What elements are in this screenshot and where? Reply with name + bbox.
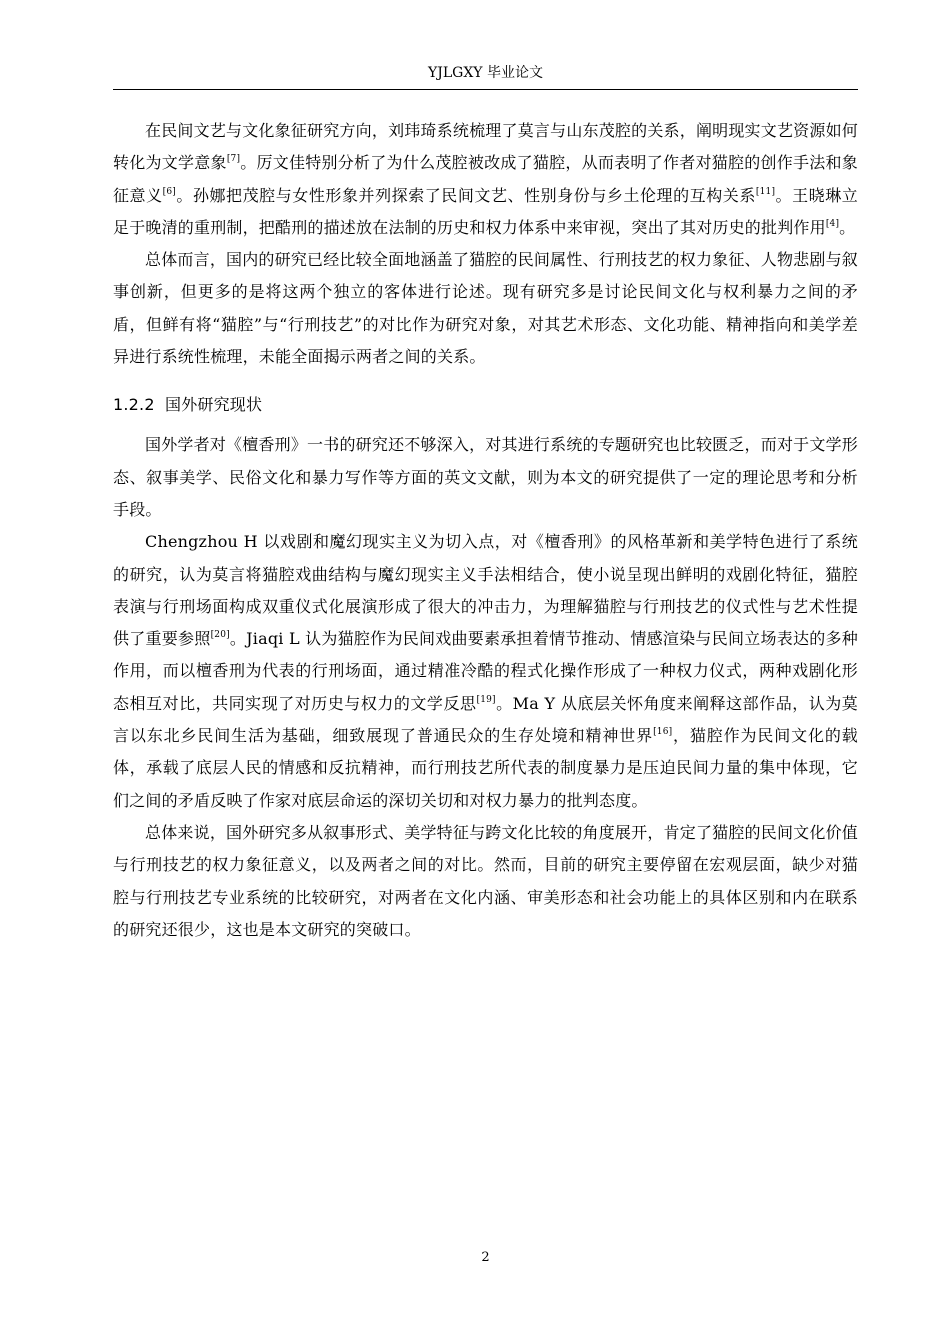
- paragraph-text: 。Ma Y 从底层关怀角度来阐释这部作品，认为莫言以东北乡民间生活为基础，细致展现了普通民众的生存处境和精神世界: [113, 693, 858, 746]
- citation: [20]: [210, 630, 230, 641]
- paragraph-text: 。王晓琳立足于晚清的重刑制，把酷刑的描述放在法制的历史和权力体系中来审视，突出了其对历史的批判作用: [113, 185, 858, 237]
- document-body: [113, 115, 858, 946]
- citation: [19]: [476, 694, 496, 705]
- citation: [7]: [226, 154, 241, 165]
- paragraph-text: 。厉文佳特别分析了为什么茂腔被改成了猫腔，从而表明了作者对猫腔的创作手法和象征意义: [113, 153, 858, 205]
- citation: [6]: [162, 186, 177, 197]
- page-header: YJLGXY 毕业论文: [428, 65, 543, 81]
- citation: [16]: [653, 727, 673, 738]
- page-number: 2: [481, 1250, 490, 1265]
- paragraph-foreign-summary: 总体来说，国外研究多从叙事形式、美学特征与跨文化比较的角度展开，肯定了猫腔的民间文化价值与行刑技艺的权力象征意义，以及两者之间的对比。然而，目前的研究主要停留在宏观层面，缺少对猫腔与行刑技艺专业系统的比较研究，对两者在文化内涵、审美形态和社会功能上的具体区别和内在联系的研究还很少，这也是本文研究的突破口。: [113, 822, 858, 939]
- paragraph-foreign-scholars: [113, 526, 858, 817]
- paragraph-text: 在民间文艺与文化象征研究方向，刘玮琦系统梳理了莫言与山东茂腔的关系，阐明现实文艺资源如何转化为文学意象: [113, 121, 858, 173]
- section-heading: [113, 389, 858, 421]
- paragraph-foreign-intro: 国外学者对《檀香刑》一书的研究还不够深入，对其进行系统的专题研究也比较匮乏，而对于文学形态、叙事美学、民俗文化和暴力写作等方面的英文文献，则为本文的研究提供了一定的理论思考和分析手段。: [113, 435, 858, 519]
- paragraph-text: 。Jiaqi L 认为猫腔作为民间戏曲要素承担着情节推动、情感渲染与民间立场表达的多种作用，而以檀香刑为代表的行刑场面，通过精准冷酷的程式化操作形成了一种权力仪式，两种戏剧化形态相互对比，共同实现了对历史与权力的文学反思: [113, 629, 858, 713]
- citation: [4]: [825, 218, 840, 229]
- section-title: 国外研究现状: [165, 395, 263, 415]
- citation: [11]: [755, 186, 776, 197]
- paragraph-text: 。孙娜把茂腔与女性形象并列探索了民间文艺、性别身份与乡土伦理的互构关系: [176, 185, 756, 205]
- paragraph-domestic-folk-art: [113, 115, 858, 244]
- section-number: 1.2.2: [113, 395, 155, 415]
- header-divider: [113, 89, 858, 90]
- paragraph-domestic-summary: 总体而言，国内的研究已经比较全面地涵盖了猫腔的民间属性、行刑技艺的权力象征、人物悲剧与叙事创新，但更多的是将这两个独立的客体进行论述。现有研究多是讨论民间文化与权利暴力之间的矛盾，但鲜有将“猫腔”与“行刑技艺”的对比作为研究对象，对其艺术形态、文化功能、精神指向和美学差异进行系统性梳理，未能全面揭示两者之间的关系。: [113, 250, 858, 367]
- paragraph-text: Chengzhou H 以戏剧和魔幻现实主义为切入点，对《檀香刑》的风格革新和美学特色进行了系统的研究，认为莫言将猫腔戏曲结构与魔幻现实主义手法相结合，使小说呈现出鲜明的戏剧化特征，猫腔表演与行刑场面构成双重仪式化展演形成了很大的冲击力，为理解猫腔与行刑技艺的仪式性与艺术性提供了重要参照: [113, 532, 858, 649]
- paragraph-text: 。: [839, 217, 856, 237]
- paragraph-text: ，猫腔作为民间文化的载体，承载了底层人民的情感和反抗精神，而行刑技艺所代表的制度暴力是压迫民间力量的集中体现，它们之间的矛盾反映了作家对底层命运的深切关切和对权力暴力的批判态度。: [113, 726, 859, 810]
